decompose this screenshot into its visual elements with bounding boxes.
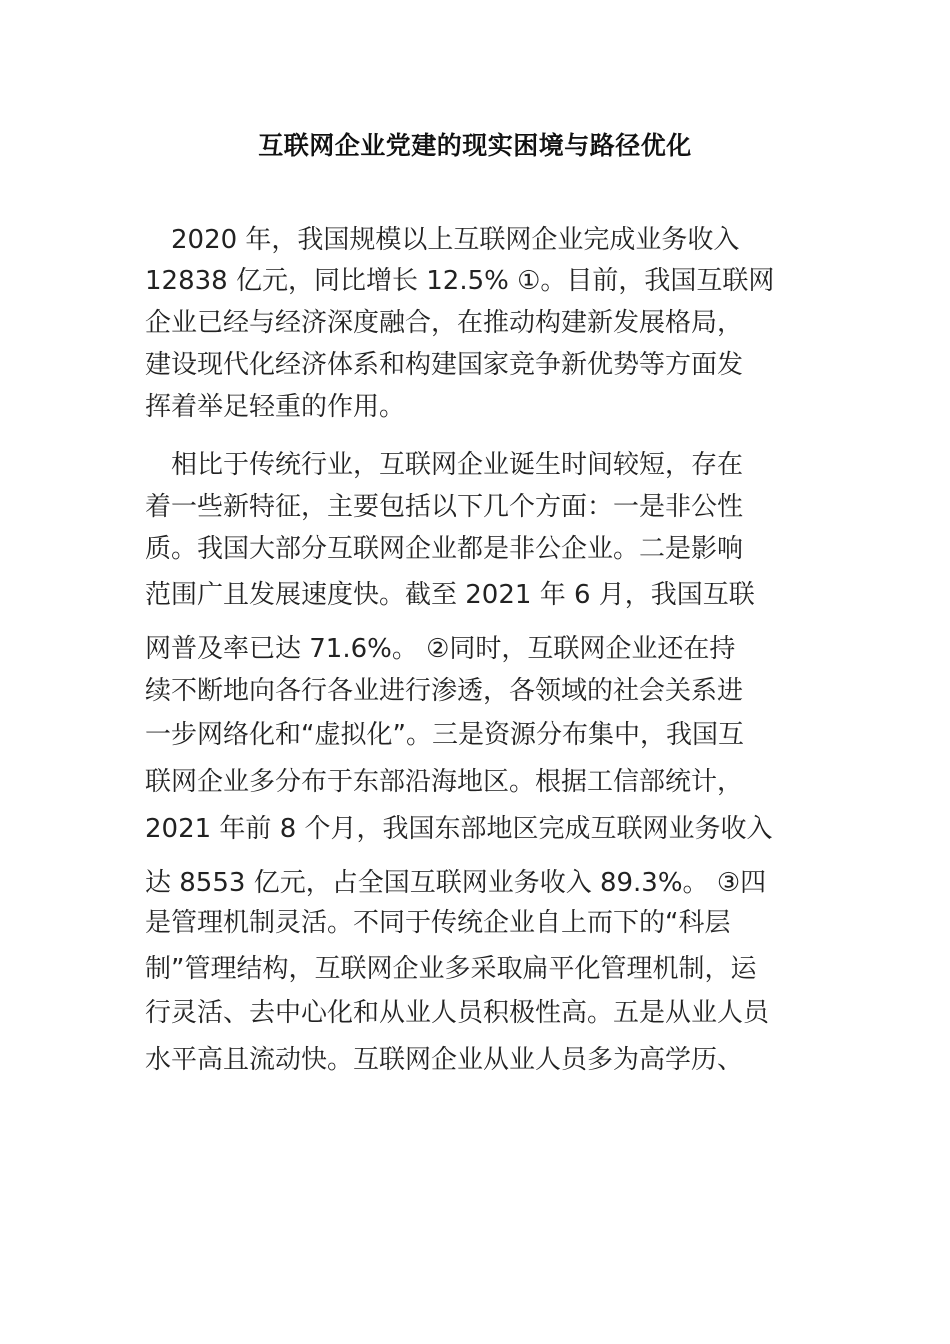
body-line: 2021 年前 8 个月，我国东部地区完成互联网业务收入 xyxy=(145,814,773,844)
body-line: 着一些新特征，主要包括以下几个方面：一是非公性 xyxy=(145,492,744,522)
body-line: 挥着举足轻重的作用。 xyxy=(145,392,406,422)
body-line: 网普及率已达 71.6%。 ②同时，互联网企业还在持 xyxy=(145,634,736,664)
body-line: 水平高且流动快。互联网企业从业人员多为高学历、 xyxy=(145,1045,744,1075)
body-line: 行灵活、去中心化和从业人员积极性高。五是从业人员 xyxy=(145,998,770,1028)
body-line: 相比于传统行业，互联网企业诞生时间较短，存在 xyxy=(145,450,744,480)
document-title: 互联网企业党建的现实困境与路径优化 xyxy=(258,131,692,160)
body-line: 质。我国大部分互联网企业都是非公企业。二是影响 xyxy=(145,534,744,564)
body-line: 制”管理结构，互联网企业多采取扁平化管理机制，运 xyxy=(145,954,757,984)
body-line: 2020 年，我国规模以上互联网企业完成业务收入 xyxy=(145,225,740,255)
body-line: 联网企业多分布于东部沿海地区。根据工信部统计， xyxy=(145,767,744,797)
body-line: 建设现代化经济体系和构建国家竞争新优势等方面发 xyxy=(145,350,744,380)
body-line: 12838 亿元，同比增长 12.5% ①。目前，我国互联网 xyxy=(145,266,775,296)
body-line: 一步网络化和“虚拟化”。三是资源分布集中，我国互 xyxy=(145,720,744,750)
body-line: 范围广且发展速度快。截至 2021 年 6 月，我国互联 xyxy=(145,580,755,610)
body-line: 续不断地向各行各业进行渗透，各领域的社会关系进 xyxy=(145,676,744,706)
body-line: 达 8553 亿元，占全国互联网业务收入 89.3%。 ③四 xyxy=(145,868,767,898)
body-line: 企业已经与经济深度融合，在推动构建新发展格局， xyxy=(145,308,744,338)
body-line: 是管理机制灵活。不同于传统企业自上而下的“科层 xyxy=(145,908,731,938)
